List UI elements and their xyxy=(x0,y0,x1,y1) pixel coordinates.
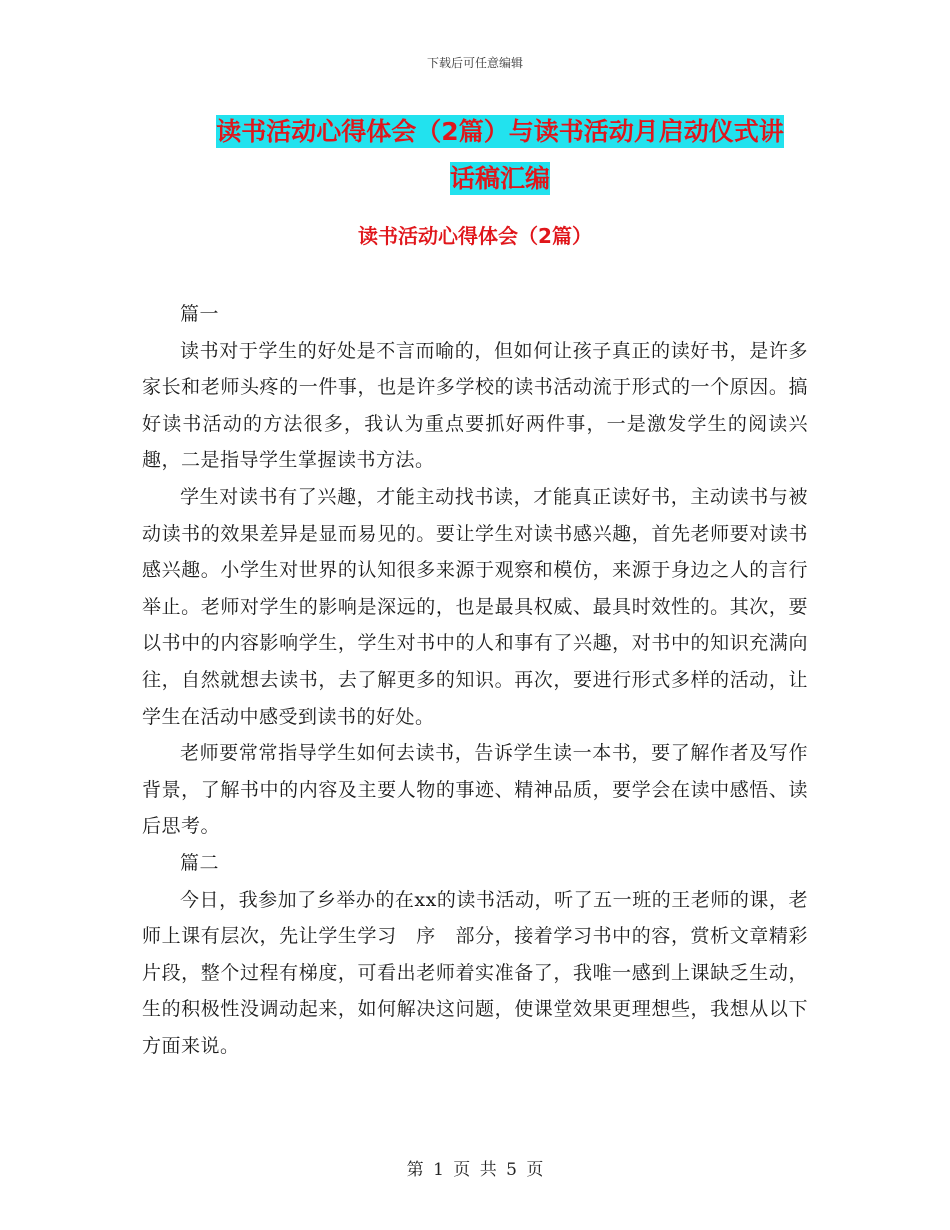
subheading-part-1: 篇一 xyxy=(180,303,220,325)
section-title: 读书活动心得体会（2篇） xyxy=(358,224,592,248)
page-number-footer: 第 1 页 共 5 页 xyxy=(406,1160,544,1180)
subheading-part-2: 篇二 xyxy=(180,851,220,874)
body-paragraph: 学生对读书有了兴趣，才能主动找书读，才能真正读好书，主动读书与被动读书的效果差异是显而易见的。要让学生对读书感兴趣，首先老师要对读书感兴趣。小学生对世界的认知很多来源于观察和模仿，来源于身边之人的言行举止。老师对学生的影响是深远的，也是最具权威、最具时效性的。其次，要以书中的内容影响学生，学生对书中的人和事有了兴趣，对书中的知识充满向往，自然就想去读书，去了解更多的知识。再次，要进行形式多样的活动，让学生在活动中感受到读书的好处。 xyxy=(142,485,808,728)
document-title-line-1: 读书活动心得体会（2篇）与读书活动月启动仪式讲 xyxy=(216,117,784,146)
body-paragraph: 今日，我参加了乡举办的在xx的读书活动，听了五一班的王老师的课，老师上课有层次，先让学生学习 序 部分，接着学习书中的容，赏析文章精彩片段，整个过程有梯度，可看出老师着实准备了，我唯一感到上课缺乏生动，生的积极性没调动起来，如何解决这问题，使课堂效果更理想些，我想从以下方面来说。 xyxy=(142,888,808,1057)
document-body xyxy=(142,296,808,1064)
body-paragraph: 读书对于学生的好处是不言而喻的，但如何让孩子真正的读好书，是许多家长和老师头疼的一件事，也是许多学校的读书活动流于形式的一个原因。搞好读书活动的方法很多，我认为重点要抓好两件事，一是激发学生的阅读兴趣，二是指导学生掌握读书方法。 xyxy=(142,339,808,472)
page-header-note: 下载后可任意编辑 xyxy=(426,56,523,70)
body-paragraph: 老师要常常指导学生如何去读书，告诉学生读一本书，要了解作者及写作背景，了解书中的内容及主要人物的事迹、精神品质，要学会在读中感悟、读后思考。 xyxy=(142,742,808,838)
document-title-line-2: 话稿汇编 xyxy=(449,164,550,193)
document-title xyxy=(140,108,860,202)
